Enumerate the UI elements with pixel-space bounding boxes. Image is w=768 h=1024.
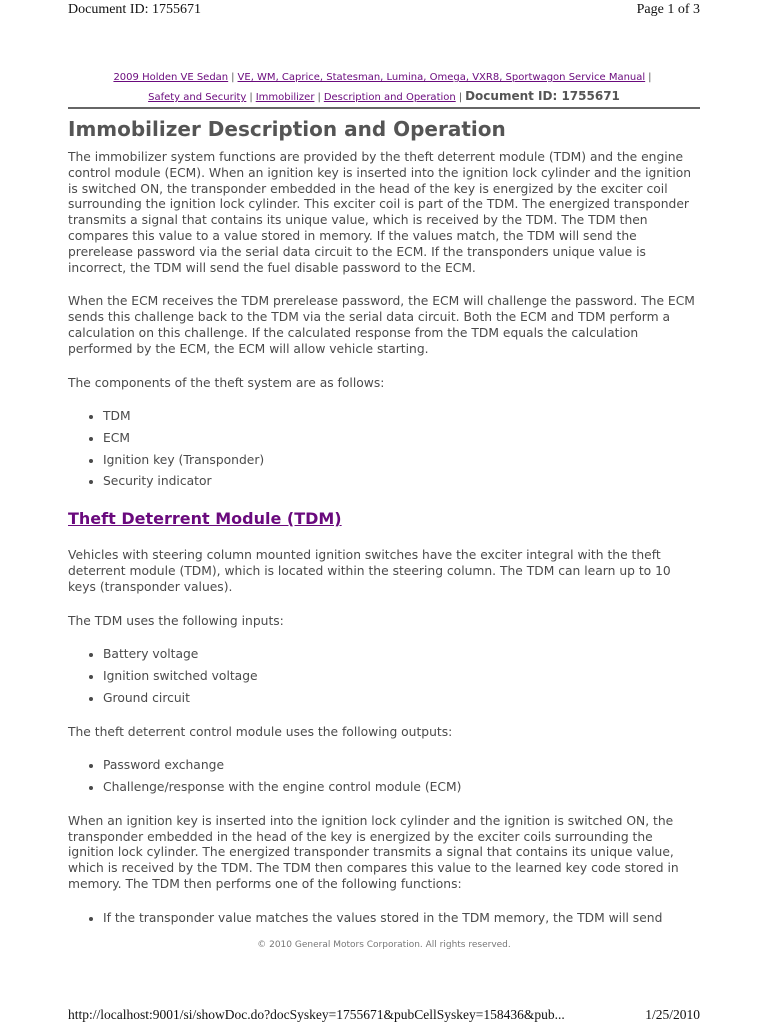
breadcrumb-separator: |	[458, 92, 463, 103]
list-item: • TDM	[103, 409, 700, 425]
page-number: Page 1 of 3	[636, 2, 700, 17]
breadcrumb-separator: |	[249, 92, 253, 103]
breadcrumb-link-immobilizer[interactable]: Immobilizer	[255, 92, 315, 103]
list-item: • Security indicator	[103, 474, 700, 490]
breadcrumb-link-description-operation[interactable]: Description and Operation	[323, 92, 456, 103]
page-header	[68, 0, 700, 20]
tdm-heading-link[interactable]: Theft Deterrent Module (TDM)	[68, 509, 342, 529]
document-content	[68, 115, 700, 945]
intro-paragraph-1: The immobilizer system functions are provided by the theft deterrent module (TDM) and the engine control module (ECM). When an ignition key is inserted into the ignition lock cylinder and the ignition is switched ON, the transponder embedded in the head of the key is energized by the exciter coil surrounding the ignition lock cylinder. This exciter coil is part of the TDM. The energized transponder transmits a signal that contains its unique value, which is received by the TDM. The TDM then compares this value to a value stored in memory. If the values match, the TDM will send the prerelease password via the serial data circuit to the ECM. If the transponders unique value is incorrect, the TDM will send the fuel disable password to the ECM.	[68, 150, 692, 275]
footer-date: 1/25/2010	[645, 1007, 700, 1022]
tdm-paragraph-2: When an ignition key is inserted into the ignition lock cylinder and the ignition is switched ON, the transponder embedded in the head of the key is energized by the exciter coils surrounding the ignition lock cylinder. The energized transponder transmits a signal that contains its unique value, which is received by the TDM. The TDM then compares this value to the learned key code stored in memory. The TDM then performs one of the following functions:	[68, 813, 679, 892]
components-list	[68, 409, 700, 490]
breadcrumb-document-id: Document ID: 1755671	[465, 89, 620, 103]
list-item: • Ignition switched voltage	[103, 669, 700, 685]
header-divider	[68, 107, 700, 109]
components-intro: The components of the theft system are as follows:	[68, 375, 385, 390]
tdm-functions-list	[68, 911, 700, 927]
list-item: • Ground circuit	[103, 691, 700, 707]
list-item: • If the transponder value matches the values stored in the TDM memory, the TDM will send	[103, 911, 700, 927]
breadcrumb-separator: |	[648, 72, 652, 83]
breadcrumb-link-safety-security[interactable]: Safety and Security	[148, 92, 247, 103]
page-title: Immobilizer Description and Operation	[68, 117, 506, 141]
intro-paragraph-2: When the ECM receives the TDM prerelease password, the ECM will challenge the password. The ECM sends this challenge back to the TDM via the serial data circuit. Both the ECM and TDM perform a calculation on this challenge. If the calculated response from the TDM equals the calculation performed by the ECM, the ECM will allow vehicle starting.	[68, 294, 695, 356]
tdm-inputs-intro: The TDM uses the following inputs:	[68, 613, 284, 628]
breadcrumb-separator: |	[317, 92, 321, 103]
breadcrumb-separator: |	[231, 72, 235, 83]
document-id-header: Document ID: 1755671	[68, 2, 201, 17]
footer-url: http://localhost:9001/si/showDoc.do?docSyskey=1755671&pubCellSyskey=158436&pub...	[68, 1007, 565, 1022]
tdm-outputs-list	[68, 758, 700, 795]
breadcrumb-link-manual[interactable]: VE, WM, Caprice, Statesman, Lumina, Omega, VXR8, Sportwagon Service Manual	[237, 72, 646, 83]
page-footer	[68, 1007, 700, 1023]
breadcrumb	[68, 69, 700, 107]
tdm-paragraph-1: Vehicles with steering column mounted ignition switches have the exciter integral with the theft deterrent module (TDM), which is located within the steering column. The TDM can learn up to 10 keys (transponder values).	[68, 548, 671, 594]
list-item: • Ignition key (Transponder)	[103, 453, 700, 469]
tdm-outputs-intro: The theft deterrent control module uses the following outputs:	[68, 724, 453, 739]
copyright-notice: © 2010 General Motors Corporation. All rights reserved.	[257, 940, 511, 950]
breadcrumb-link-vehicle[interactable]: 2009 Holden VE Sedan	[113, 72, 229, 83]
list-item: • Battery voltage	[103, 647, 700, 663]
list-item: • Challenge/response with the engine control module (ECM)	[103, 780, 700, 796]
tdm-inputs-list	[68, 647, 700, 706]
list-item: • ECM	[103, 431, 700, 447]
list-item: • Password exchange	[103, 758, 700, 774]
section-heading-tdm	[68, 508, 700, 530]
